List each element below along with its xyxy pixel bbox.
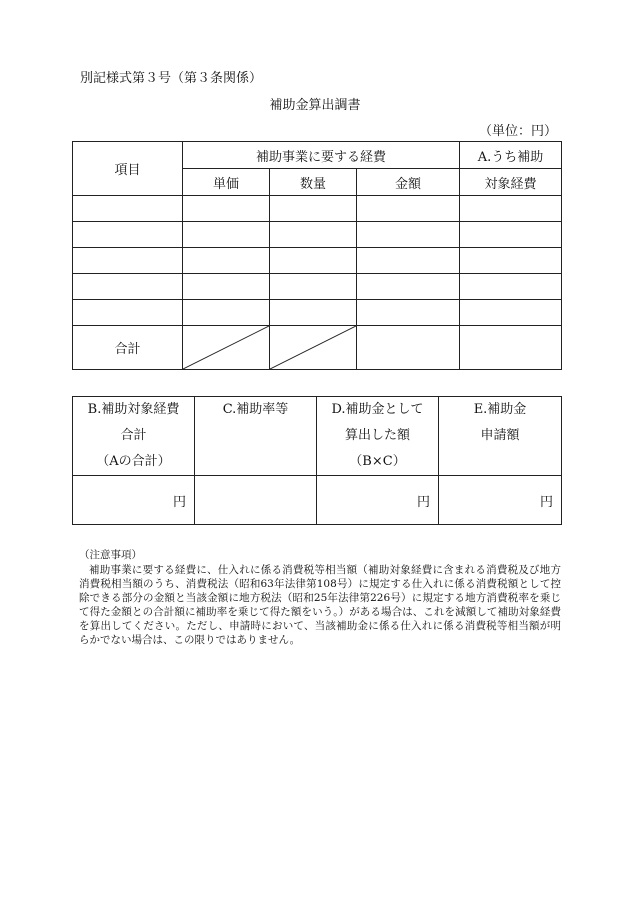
header-expense-group: 補助事業に要する経費 xyxy=(183,142,460,169)
header-b-line3: （Aの合計） xyxy=(96,454,171,469)
d-amount-cell[interactable] xyxy=(317,476,439,525)
header-a-line1: A.うち補助 xyxy=(460,142,562,169)
unit-label: （単位：円） xyxy=(478,124,557,139)
cell-amount[interactable] xyxy=(357,248,460,274)
header-d-line1: D.補助金として xyxy=(331,402,424,417)
header-d xyxy=(317,397,439,476)
cell-item[interactable] xyxy=(73,274,183,300)
header-d-line2: 算出した額 xyxy=(344,428,410,443)
header-amount: 金額 xyxy=(357,169,460,196)
yen-label: 円 xyxy=(539,494,553,510)
table-row xyxy=(73,196,562,222)
cell-quantity[interactable] xyxy=(270,248,357,274)
cell-quantity[interactable] xyxy=(270,222,357,248)
cell-item[interactable] xyxy=(73,300,183,326)
header-quantity: 数量 xyxy=(270,169,357,196)
quantity-total-slashed xyxy=(270,326,357,370)
header-b-line2: 合計 xyxy=(120,428,147,443)
yen-label: 円 xyxy=(416,494,430,510)
notes-heading: （注意事項） xyxy=(79,549,142,561)
diagonal-line xyxy=(183,326,269,369)
notes-body: 補助事業に要する経費に、仕入れに係る消費税等相当額（補助対象経費に含まれる消費税及び地方消費税相当額のうち、消費税法（昭和63年法律第108号）に規定する仕入れに係る消費税額として控除できる部分の金額と当該金額に地方税法（昭和25年法律第226号）に規定する地方消費税率を乗じて得た金額との合計額に補助率を乗じて得た額をいう。）がある場合は、これを減額して補助対象経費を算出してください。ただし、申請時において、当該補助金に係る仕入れに係る消費税等相当額が明らかでない場合は、この限りではありません。 xyxy=(79,564,561,646)
header-c-line1: C.補助率等 xyxy=(222,402,289,417)
cell-a[interactable] xyxy=(460,248,562,274)
cell-amount[interactable] xyxy=(357,274,460,300)
header-unit-price: 単価 xyxy=(183,169,270,196)
header-b-line1: B.補助対象経費 xyxy=(87,402,180,417)
expense-table xyxy=(72,141,562,370)
cell-unit-price[interactable] xyxy=(183,274,270,300)
cell-amount[interactable] xyxy=(357,300,460,326)
table-row xyxy=(73,222,562,248)
cell-quantity[interactable] xyxy=(270,300,357,326)
total-label: 合計 xyxy=(73,326,183,370)
header-e-line2: 申請額 xyxy=(480,428,520,443)
form-number: 別記様式第３号（第３条関係） xyxy=(80,71,263,86)
header-e xyxy=(439,397,562,476)
table-row xyxy=(73,274,562,300)
c-rate-cell[interactable] xyxy=(195,476,317,525)
cell-unit-price[interactable] xyxy=(183,300,270,326)
a-total[interactable] xyxy=(460,326,562,370)
total-row xyxy=(73,326,562,370)
cell-unit-price[interactable] xyxy=(183,248,270,274)
header-b xyxy=(73,397,195,476)
cell-quantity[interactable] xyxy=(270,196,357,222)
unit-price-total-slashed xyxy=(183,326,270,370)
cell-a[interactable] xyxy=(460,222,562,248)
cell-amount[interactable] xyxy=(357,222,460,248)
header-e-line1: E.補助金 xyxy=(473,402,527,417)
header-item: 項目 xyxy=(73,142,183,196)
cell-amount[interactable] xyxy=(357,196,460,222)
header-c xyxy=(195,397,317,476)
amount-total[interactable] xyxy=(357,326,460,370)
diagonal-line xyxy=(270,326,356,369)
cell-a[interactable] xyxy=(460,274,562,300)
notes-section xyxy=(79,548,561,647)
cell-item[interactable] xyxy=(73,196,183,222)
header-d-line3: （B×C） xyxy=(349,454,406,469)
table-row xyxy=(73,300,562,326)
b-amount-cell[interactable] xyxy=(73,476,195,525)
cell-item[interactable] xyxy=(73,222,183,248)
cell-item[interactable] xyxy=(73,248,183,274)
subsidy-calc-table xyxy=(72,396,562,525)
yen-label: 円 xyxy=(172,494,186,510)
cell-unit-price[interactable] xyxy=(183,196,270,222)
e-amount-cell[interactable] xyxy=(439,476,562,525)
document-title: 補助金算出調書 xyxy=(269,98,361,113)
header-a-line2: 対象経費 xyxy=(460,169,562,196)
cell-a[interactable] xyxy=(460,196,562,222)
table-row xyxy=(73,248,562,274)
cell-unit-price[interactable] xyxy=(183,222,270,248)
cell-quantity[interactable] xyxy=(270,274,357,300)
cell-a[interactable] xyxy=(460,300,562,326)
